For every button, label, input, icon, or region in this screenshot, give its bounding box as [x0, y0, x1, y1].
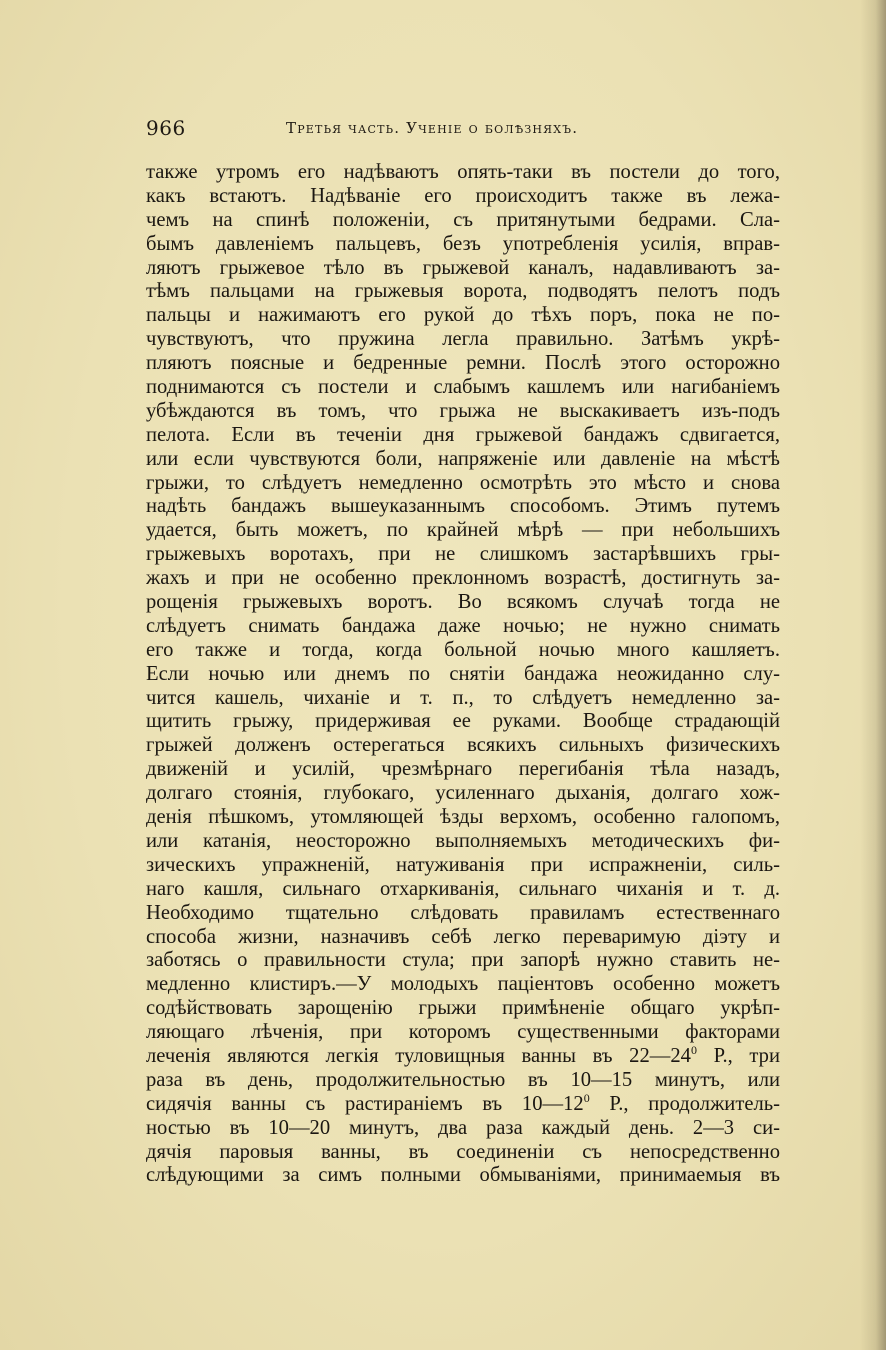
- text-line: щитить грыжу, придерживая ее руками. Вообще страдающій: [146, 710, 780, 733]
- text-line: пелота. Если въ теченіи дня грыжевой бандажъ сдвигается,: [146, 423, 780, 446]
- text-line: чится кашель, чиханіе и т. п., то слѣдуетъ немедленно за-: [146, 686, 780, 709]
- text-line: его также и тогда, когда больной ночью много кашляетъ.: [146, 638, 780, 661]
- text-line: слѣдующими за симъ полными обмываніями, принимаемыя въ: [146, 1164, 780, 1187]
- text-line: чемъ на спинѣ положеніи, съ притянутыми бедрами. Сла-: [146, 208, 780, 231]
- text-line: поднимаются съ постели и слабымъ кашлемъ или нагибаніемъ: [146, 376, 780, 399]
- text-line: грыжей долженъ остерегаться всякихъ сильныхъ физическихъ: [146, 734, 780, 757]
- running-title: Третья часть. Ученіе о болѣзняхъ.: [286, 119, 579, 137]
- text-line: пляютъ поясные и бедренные ремни. Послѣ этого осторожно: [146, 352, 780, 375]
- page-header: [146, 116, 780, 144]
- text-line: грыжи, то слѣдуетъ немедленно осмотрѣть это мѣсто и снова: [146, 471, 780, 494]
- text-line: раза въ день, продолжительностью въ 10—15 минутъ, или: [146, 1068, 780, 1091]
- text-line: ляютъ грыжевое тѣло въ грыжевой каналъ, надавливаютъ за-: [146, 256, 780, 279]
- text-line: заботясь о правильности стула; при запорѣ нужно ставить не-: [146, 949, 780, 972]
- text-line: жахъ и при не особенно преклонномъ возрастѣ, достигнуть за-: [146, 567, 780, 590]
- text-line: Если ночью или днемъ по снятіи бандажа неожиданно слу-: [146, 662, 780, 685]
- text-line: чувствуютъ, что пружина легла правильно. Затѣмъ укрѣ-: [146, 328, 780, 351]
- text-line: грыжевыхъ воротахъ, при не слишкомъ застарѣвшихъ гры-: [146, 543, 780, 566]
- text-line: способа жизни, назначивъ себѣ легко переваримую діэту и: [146, 925, 780, 948]
- body-text: [146, 161, 780, 1188]
- text-line: движеній и усилій, чрезмѣрнаго перегибанія тѣла назадъ,: [146, 758, 780, 781]
- text-line: какъ встаютъ. Надѣваніе его происходитъ также въ лежа-: [146, 184, 780, 207]
- text-line: ностью въ 10—20 минутъ, два раза каждый день. 2—3 си-: [146, 1116, 780, 1139]
- page-number: 966: [146, 116, 186, 140]
- text-line: наго кашля, сильнаго отхаркиванія, сильнаго чиханія и т. д.: [146, 877, 780, 900]
- text-line: рощенія грыжевыхъ воротъ. Во всякомъ случаѣ тогда не: [146, 591, 780, 614]
- text-line: или если чувствуются боли, напряженіе или давленіе на мѣстѣ: [146, 447, 780, 470]
- text-line: Необходимо тщательно слѣдовать правиламъ естественнаго: [146, 901, 780, 924]
- text-line: медленно клистиръ.—У молодыхъ паціентовъ особенно можетъ: [146, 973, 780, 996]
- page-edge-shadow: [860, 0, 886, 1350]
- text-line: бымъ давленіемъ пальцевъ, безъ употребленія усилія, вправ-: [146, 232, 780, 255]
- text-line: денія пѣшкомъ, утомляющей ѣзды верхомъ, особенно галопомъ,: [146, 806, 780, 829]
- text-line: зическихъ упражненій, натуживанія при испражненіи, силь-: [146, 853, 780, 876]
- text-line: или катанія, неосторожно выполняемыхъ методическихъ фи-: [146, 829, 780, 852]
- text-line: дячія паровыя ванны, въ соединеніи съ непосредственно: [146, 1140, 780, 1163]
- text-line: ляющаго лѣченія, при которомъ существенными факторами: [146, 1021, 780, 1044]
- text-line: долгаго стоянія, глубокаго, усиленнаго дыханія, долгаго хож-: [146, 782, 780, 805]
- text-line: тѣмъ пальцами на грыжевыя ворота, подводятъ пелотъ подъ: [146, 280, 780, 303]
- text-line: содѣйствовать зарощенію грыжи примѣненіе общаго укрѣп-: [146, 997, 780, 1020]
- text-line: сидячія ванны съ растираніемъ въ $10—12^0$ Р., продолжитель-: [146, 1092, 780, 1115]
- text-line: пальцы и нажимаютъ его рукой до тѣхъ поръ, пока не по-: [146, 304, 780, 327]
- text-line: слѣдуетъ снимать бандажа даже ночью; не нужно снимать: [146, 614, 780, 637]
- text-line: леченія являются легкія туловищныя ванны въ $22—24^0$ Р., три: [146, 1044, 780, 1067]
- text-line: убѣждаются въ томъ, что грыжа не выскакиваетъ изъ-подъ: [146, 399, 780, 422]
- text-line: надѣть бандажъ вышеуказаннымъ способомъ. Этимъ путемъ: [146, 495, 780, 518]
- text-line: удается, быть можетъ, по крайней мѣрѣ — при небольшихъ: [146, 519, 780, 542]
- text-line: также утромъ его надѣваютъ опять-таки въ постели до того,: [146, 161, 780, 183]
